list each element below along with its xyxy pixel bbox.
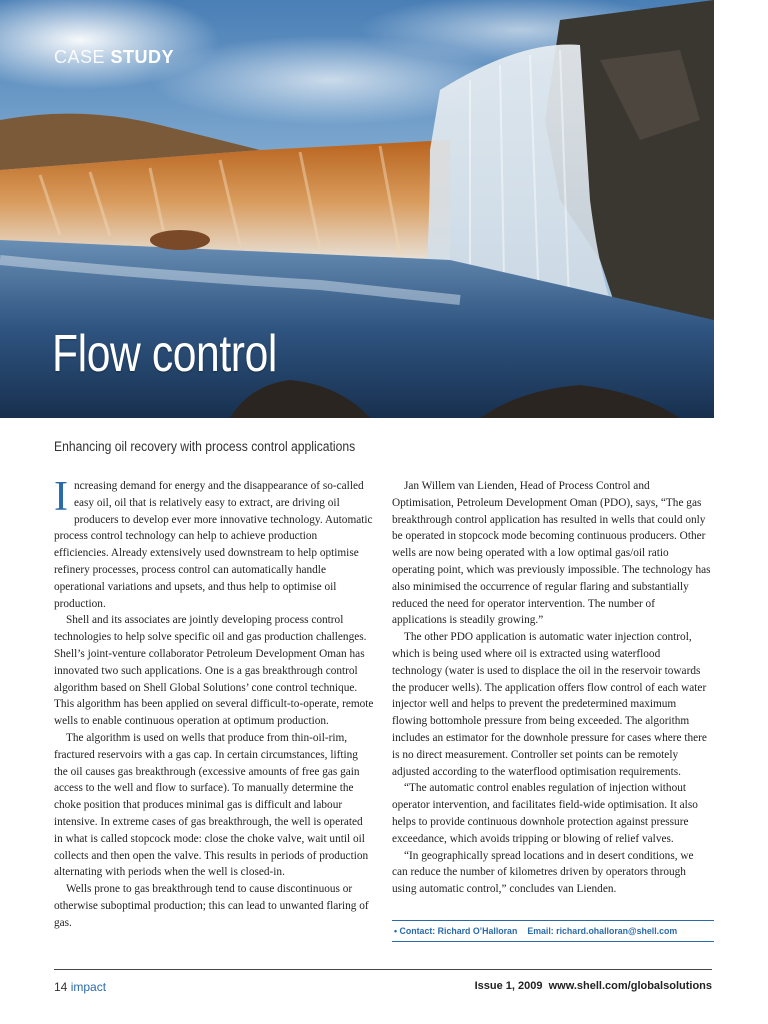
paragraph-text: ncreasing demand for energy and the disappearance of so-called easy oil, oil that is relatively easy to extract, are driving oil producers to develop ever more innovative technology. Automatic process control technology can help to achieve production efficiencies. Already extensively used downstream to help optimise refinery processes, process control can automatically handle operational variations and upsets, and thus help to optimise oil production.	[54, 480, 373, 610]
kicker-bold: STUDY	[110, 47, 175, 67]
kicker-light: CASE	[54, 47, 106, 67]
paragraph: Jan Willem van Lienden, Head of Process Control and Optimisation, Petroleum Development Oman (PDO), says, “The gas breakthrough control application has resulted in wells that could only be operated in stopcock mode becoming continuous producers. Other wells are now being operated with a low optimal gas/oil ratio operating point, which was previously impossible. The technology has also minimised the occurrence of regular flaring and substantially reduced the need for operator intervention. The number of applications is steadily growing.”	[392, 480, 711, 627]
paragraph: The other PDO application is automatic water injection control, which is being used where oil is extracted using waterflood technology (water is used to displace the oil in the reservoir towards the producer wells). The application offers flow control of each water injector well and helps to prevent the predetermined maximum flowing bottomhole pressure from being exceeded. The algorithm includes an estimator for the downhole pressure for cases where there is no direct measurement. Controller set points can be remotely adjusted according to the waterflood optimisation requirements.	[392, 631, 707, 778]
article-subtitle: Enhancing oil recovery with process control applications	[54, 439, 356, 454]
footer-page-info	[54, 980, 106, 994]
issue-label: Issue 1, 2009	[474, 980, 543, 992]
page-number: 14	[54, 980, 68, 994]
article-title: Flow control	[52, 325, 277, 383]
contact-box	[392, 920, 714, 942]
paragraph: “In geographically spread locations and in desert conditions, we can reduce the number of kilometres driven by operators through using automatic control,” concludes van Lienden.	[392, 849, 694, 896]
paragraph: Wells prone to gas breakthrough tend to cause discontinuous or otherwise suboptimal production; this can lead to unwanted flaring of gas.	[54, 883, 369, 929]
paragraph: The algorithm is used on wells that produce from thin-oil-rim, fractured reservoirs with a gas cap. In certain circumstances, lifting the oil causes gas breakthrough (excessive amounts of free gas gain access to the well and flow to surface). To manually determine the choke position that produces minimal gas is difficult and labour intensive. In extreme cases of gas breakthrough, the well is operated in what is called stopcock mode: close the choke valve, wait until oil collects and then open the valve. This results in periods of production alternating with periods when the well is closed-in.	[54, 731, 369, 879]
hero-image	[0, 0, 714, 418]
footer-url[interactable]: www.shell.com/globalsolutions	[548, 980, 712, 992]
article-column-left	[54, 474, 374, 932]
section-kicker	[54, 47, 174, 68]
magazine-name: impact	[70, 980, 107, 994]
article-column-right	[392, 478, 712, 898]
contact-name: • Contact: Richard O’Halloran	[394, 926, 518, 936]
dropcap: I	[54, 474, 68, 520]
footer-issue-info	[475, 980, 712, 992]
paragraph: Shell and its associates are jointly developing process control technologies to help solve specific oil and gas production challenges. Shell’s joint-venture collaborator Petroleum Development Oman has innovated two such applications. One is a gas breakthrough control algorithm based on Shell Global Solutions’ cone control technique. This algorithm has been applied on several difficult-to-operate, remote wells to enable continuous operation at optimum production.	[54, 614, 374, 728]
paragraph	[54, 474, 374, 612]
contact-email[interactable]: Email: richard.ohalloran@shell.com	[527, 926, 678, 936]
paragraph: “The automatic control enables regulation of injection without operator intervention, and facilitates field-wide optimisation. It also helps to provide continuous downhole protection against pressure exceedance, which avoids tripping or blowing of relief valves.	[392, 782, 698, 845]
footer-divider	[54, 969, 712, 970]
